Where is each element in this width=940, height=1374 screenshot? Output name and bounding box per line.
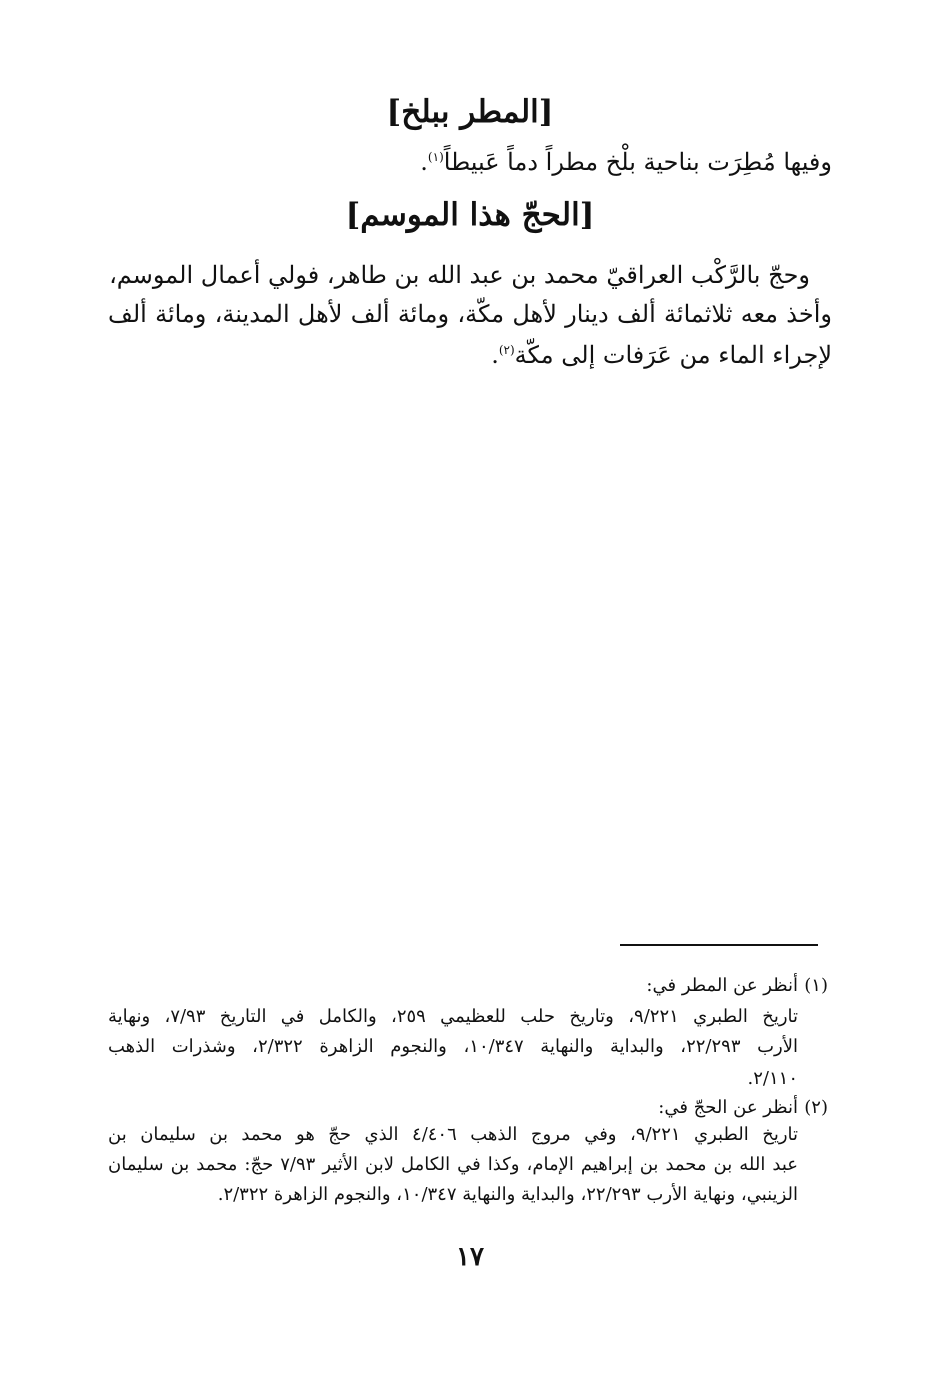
- paragraph-hajj-line-3-text: لإجراء الماء من عَرَفات إلى مكّة: [514, 341, 832, 369]
- paragraph-hajj-line-3: [491, 338, 832, 372]
- footnote-1-line-2: الأرب ٢٢/٢٩٣، والبداية والنهاية ١٠/٣٤٧، والنجوم الزاهرة ٢/٣٢٢، وشذرات الذهب: [108, 1036, 799, 1057]
- footnote-1-number: (١): [804, 975, 828, 996]
- footnote-2-line-1: تاريخ الطبري ٩/٢٢١، وفي مروج الذهب ٤/٤٠٦ الذي حجّ هو محمد بن سليمان بن: [108, 1124, 799, 1145]
- footnote-1-line-3: ٢/١١٠.: [747, 1068, 798, 1089]
- footnote-2-number: (٢): [804, 1097, 828, 1118]
- page-number: ١٧: [456, 1242, 484, 1272]
- paragraph-hajj-end: .: [491, 341, 499, 369]
- footnote-2-head: أنظر عن الحجّ في:: [658, 1097, 798, 1118]
- section-heading-rain: [المطر ببلخ]: [386, 94, 554, 130]
- footnote-separator: [620, 944, 818, 946]
- footnote-2-line-2: عبد الله بن محمد بن إبراهيم الإمام، وكذا في الكامل لابن الأثير ٧/٩٣ حجّ: محمد بن سليمان: [108, 1154, 799, 1175]
- paragraph-hajj-line-1: وحجّ بالرَّكْب العراقيّ محمد بن عبد الله بن طاهر، فولي أعمال الموسم،: [109, 261, 810, 289]
- paragraph-rain: [420, 145, 832, 179]
- footnote-1-head: أنظر عن المطر في:: [646, 975, 798, 996]
- footnote-ref-1[interactable]: (١): [427, 150, 444, 164]
- footnote-ref-2[interactable]: (٢): [498, 343, 515, 357]
- paragraph-rain-end: .: [420, 148, 428, 176]
- section-heading-hajj: [الحجّ هذا الموسم]: [345, 197, 595, 233]
- paragraph-hajj-line-2: وأخذ معه ثلاثمائة ألف دينار لأهل مكّة، ومائة ألف لأهل المدينة، ومائة ألف: [108, 300, 832, 328]
- paragraph-rain-text: وفيها مُطِرَت بناحية بلْخ مطراً دماً عَبيطاً: [443, 148, 832, 176]
- footnote-1-line-1: تاريخ الطبري ٩/٢٢١، وتاريخ حلب للعظيمي ٢٥٩، والكامل في التاريخ ٧/٩٣، ونهاية: [108, 1006, 799, 1027]
- footnote-2-line-3: الزينبي، ونهاية الأرب ٢٢/٢٩٣، والبداية والنهاية ١٠/٣٤٧، والنجوم الزاهرة ٢/٣٢٢.: [217, 1184, 798, 1205]
